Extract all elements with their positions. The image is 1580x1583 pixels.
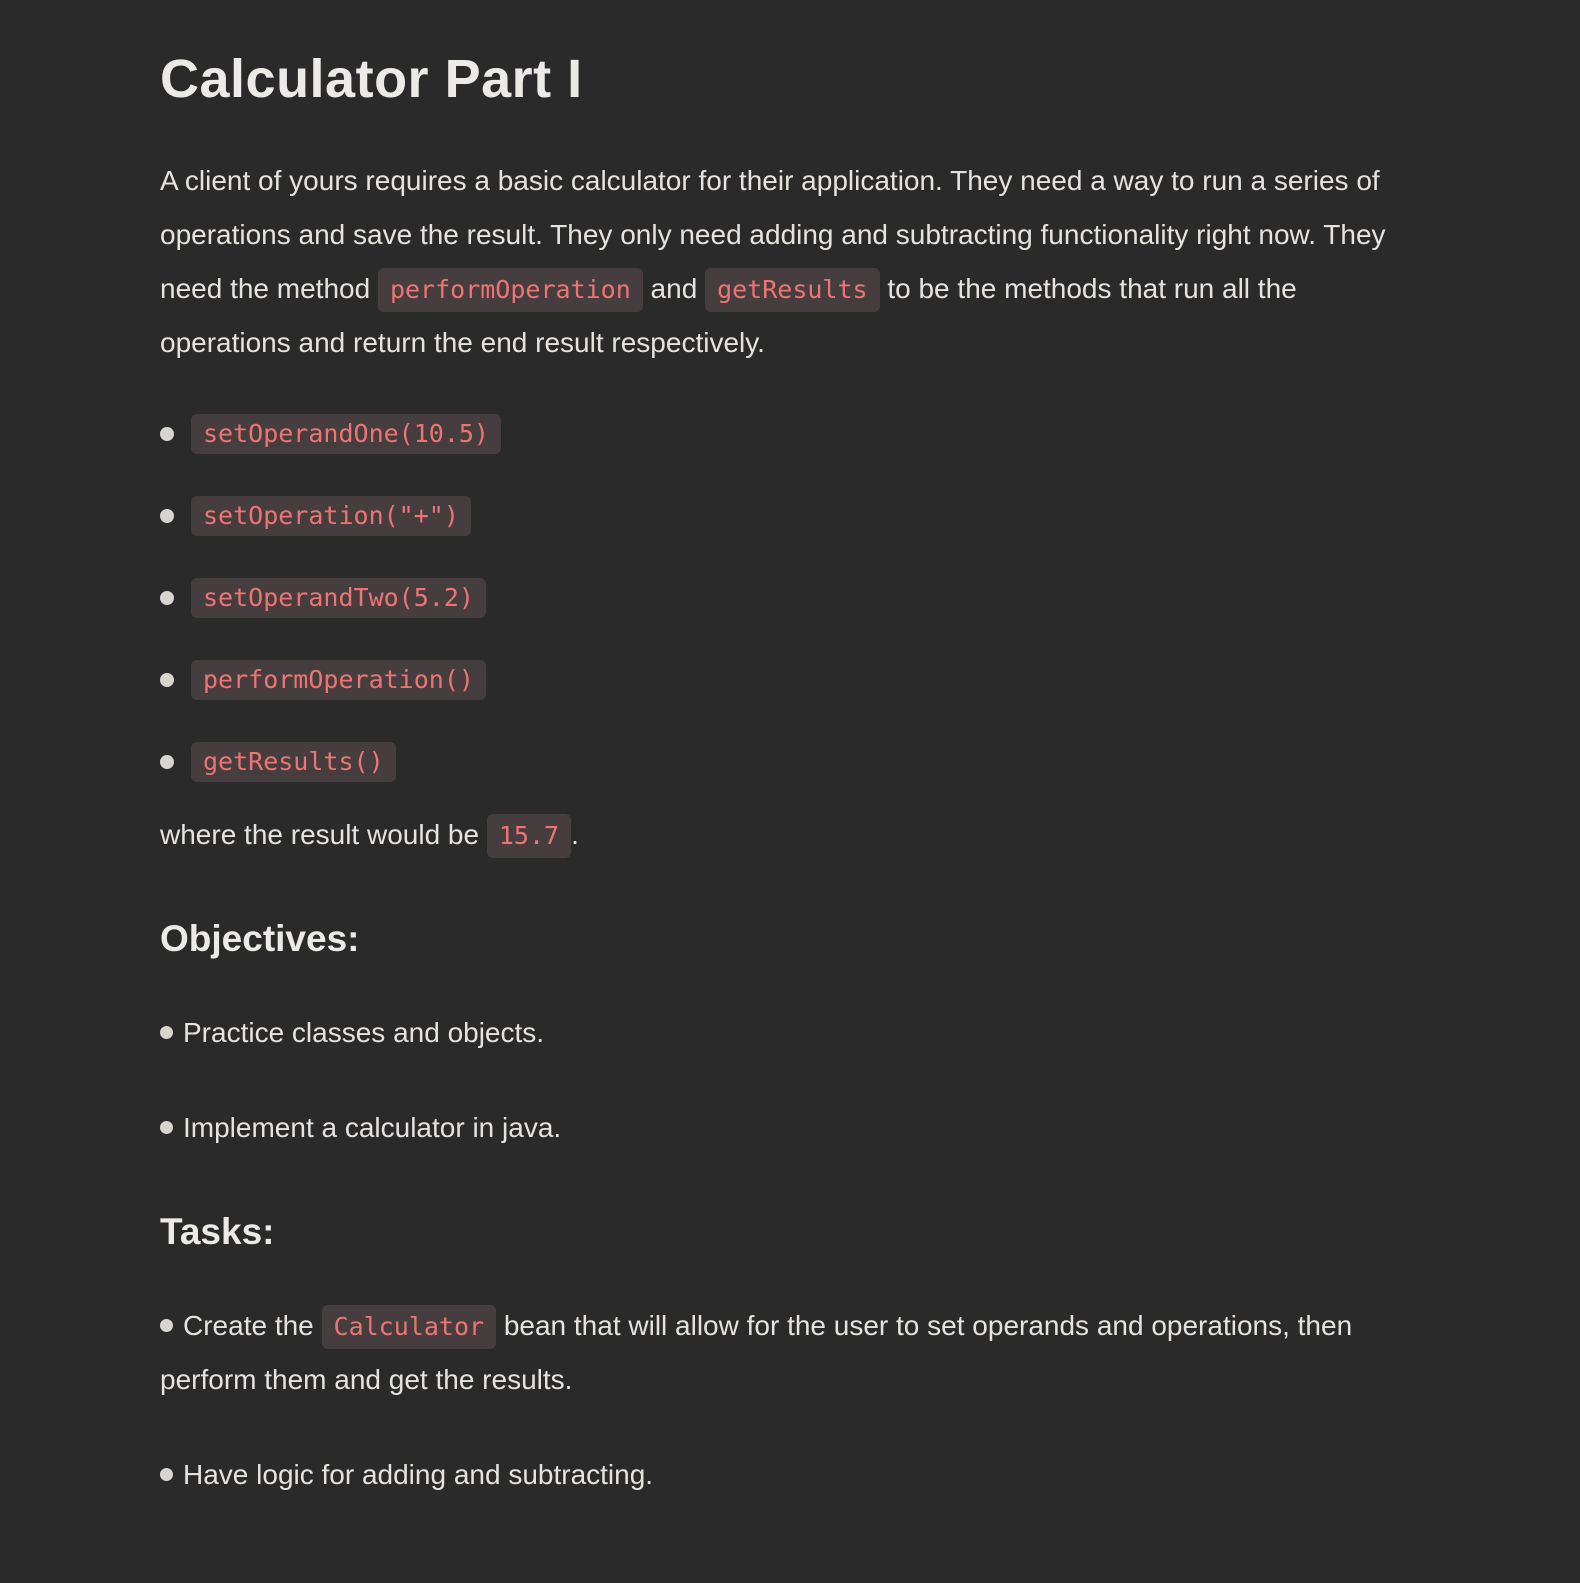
code-chip-get-results: getResults() [191,742,396,782]
code-chip-set-operand-one: setOperandOne(10.5) [191,414,501,454]
inline-code-get-results: getResults [705,268,880,312]
bullet-icon [160,509,174,523]
list-item [160,742,1420,782]
intro-paragraph [160,154,1420,370]
objective-text: Implement a calculator in java. [183,1112,562,1143]
result-text-1: where the result would be [160,819,487,850]
list-item [160,578,1420,618]
task-text-1: Create the [183,1310,322,1341]
intro-text-3: to be the methods that run all the operations and return the end result respectively. [160,273,1297,358]
intro-text-1: A client of yours requires a basic calculator for their application. They need a way to run a series of operations and save the result. They only need adding and subtracting functionality right now. They need the method [160,165,1386,304]
task-text: Have logic for adding and subtracting. [183,1459,654,1490]
code-chip-set-operation: setOperation("+") [191,496,471,536]
list-item [160,496,1420,536]
task-item [160,1299,1420,1407]
task-text-2: bean that will allow for the user to set operands and operations, then perform them and get the results. [160,1310,1353,1395]
result-line [160,808,1420,862]
objective-text: Practice classes and objects. [183,1017,545,1048]
bullet-icon [160,1468,173,1481]
code-chip-set-operand-two: setOperandTwo(5.2) [191,578,486,618]
list-item [160,414,1420,454]
objectives-heading: Objectives: [160,918,360,959]
bullet-icon [160,1121,173,1134]
result-text-2: . [571,819,579,850]
bullet-icon [160,1319,173,1332]
objective-item [160,1006,1420,1060]
intro-text-2: and [642,273,706,304]
task-item [160,1448,1420,1502]
bullet-icon [160,1026,173,1039]
code-chip-perform-operation: performOperation() [191,660,486,700]
objective-item [160,1101,1420,1155]
list-item [160,660,1420,700]
bullet-icon [160,673,174,687]
inline-code-result-value: 15.7 [487,814,571,858]
bullet-icon [160,755,174,769]
method-call-list [160,414,1420,782]
tasks-heading: Tasks: [160,1211,275,1252]
inline-code-calculator: Calculator [322,1305,497,1349]
page-title: Calculator Part I [160,49,583,109]
bullet-icon [160,591,174,605]
inline-code-perform-operation: performOperation [378,268,643,312]
bullet-icon [160,427,174,441]
